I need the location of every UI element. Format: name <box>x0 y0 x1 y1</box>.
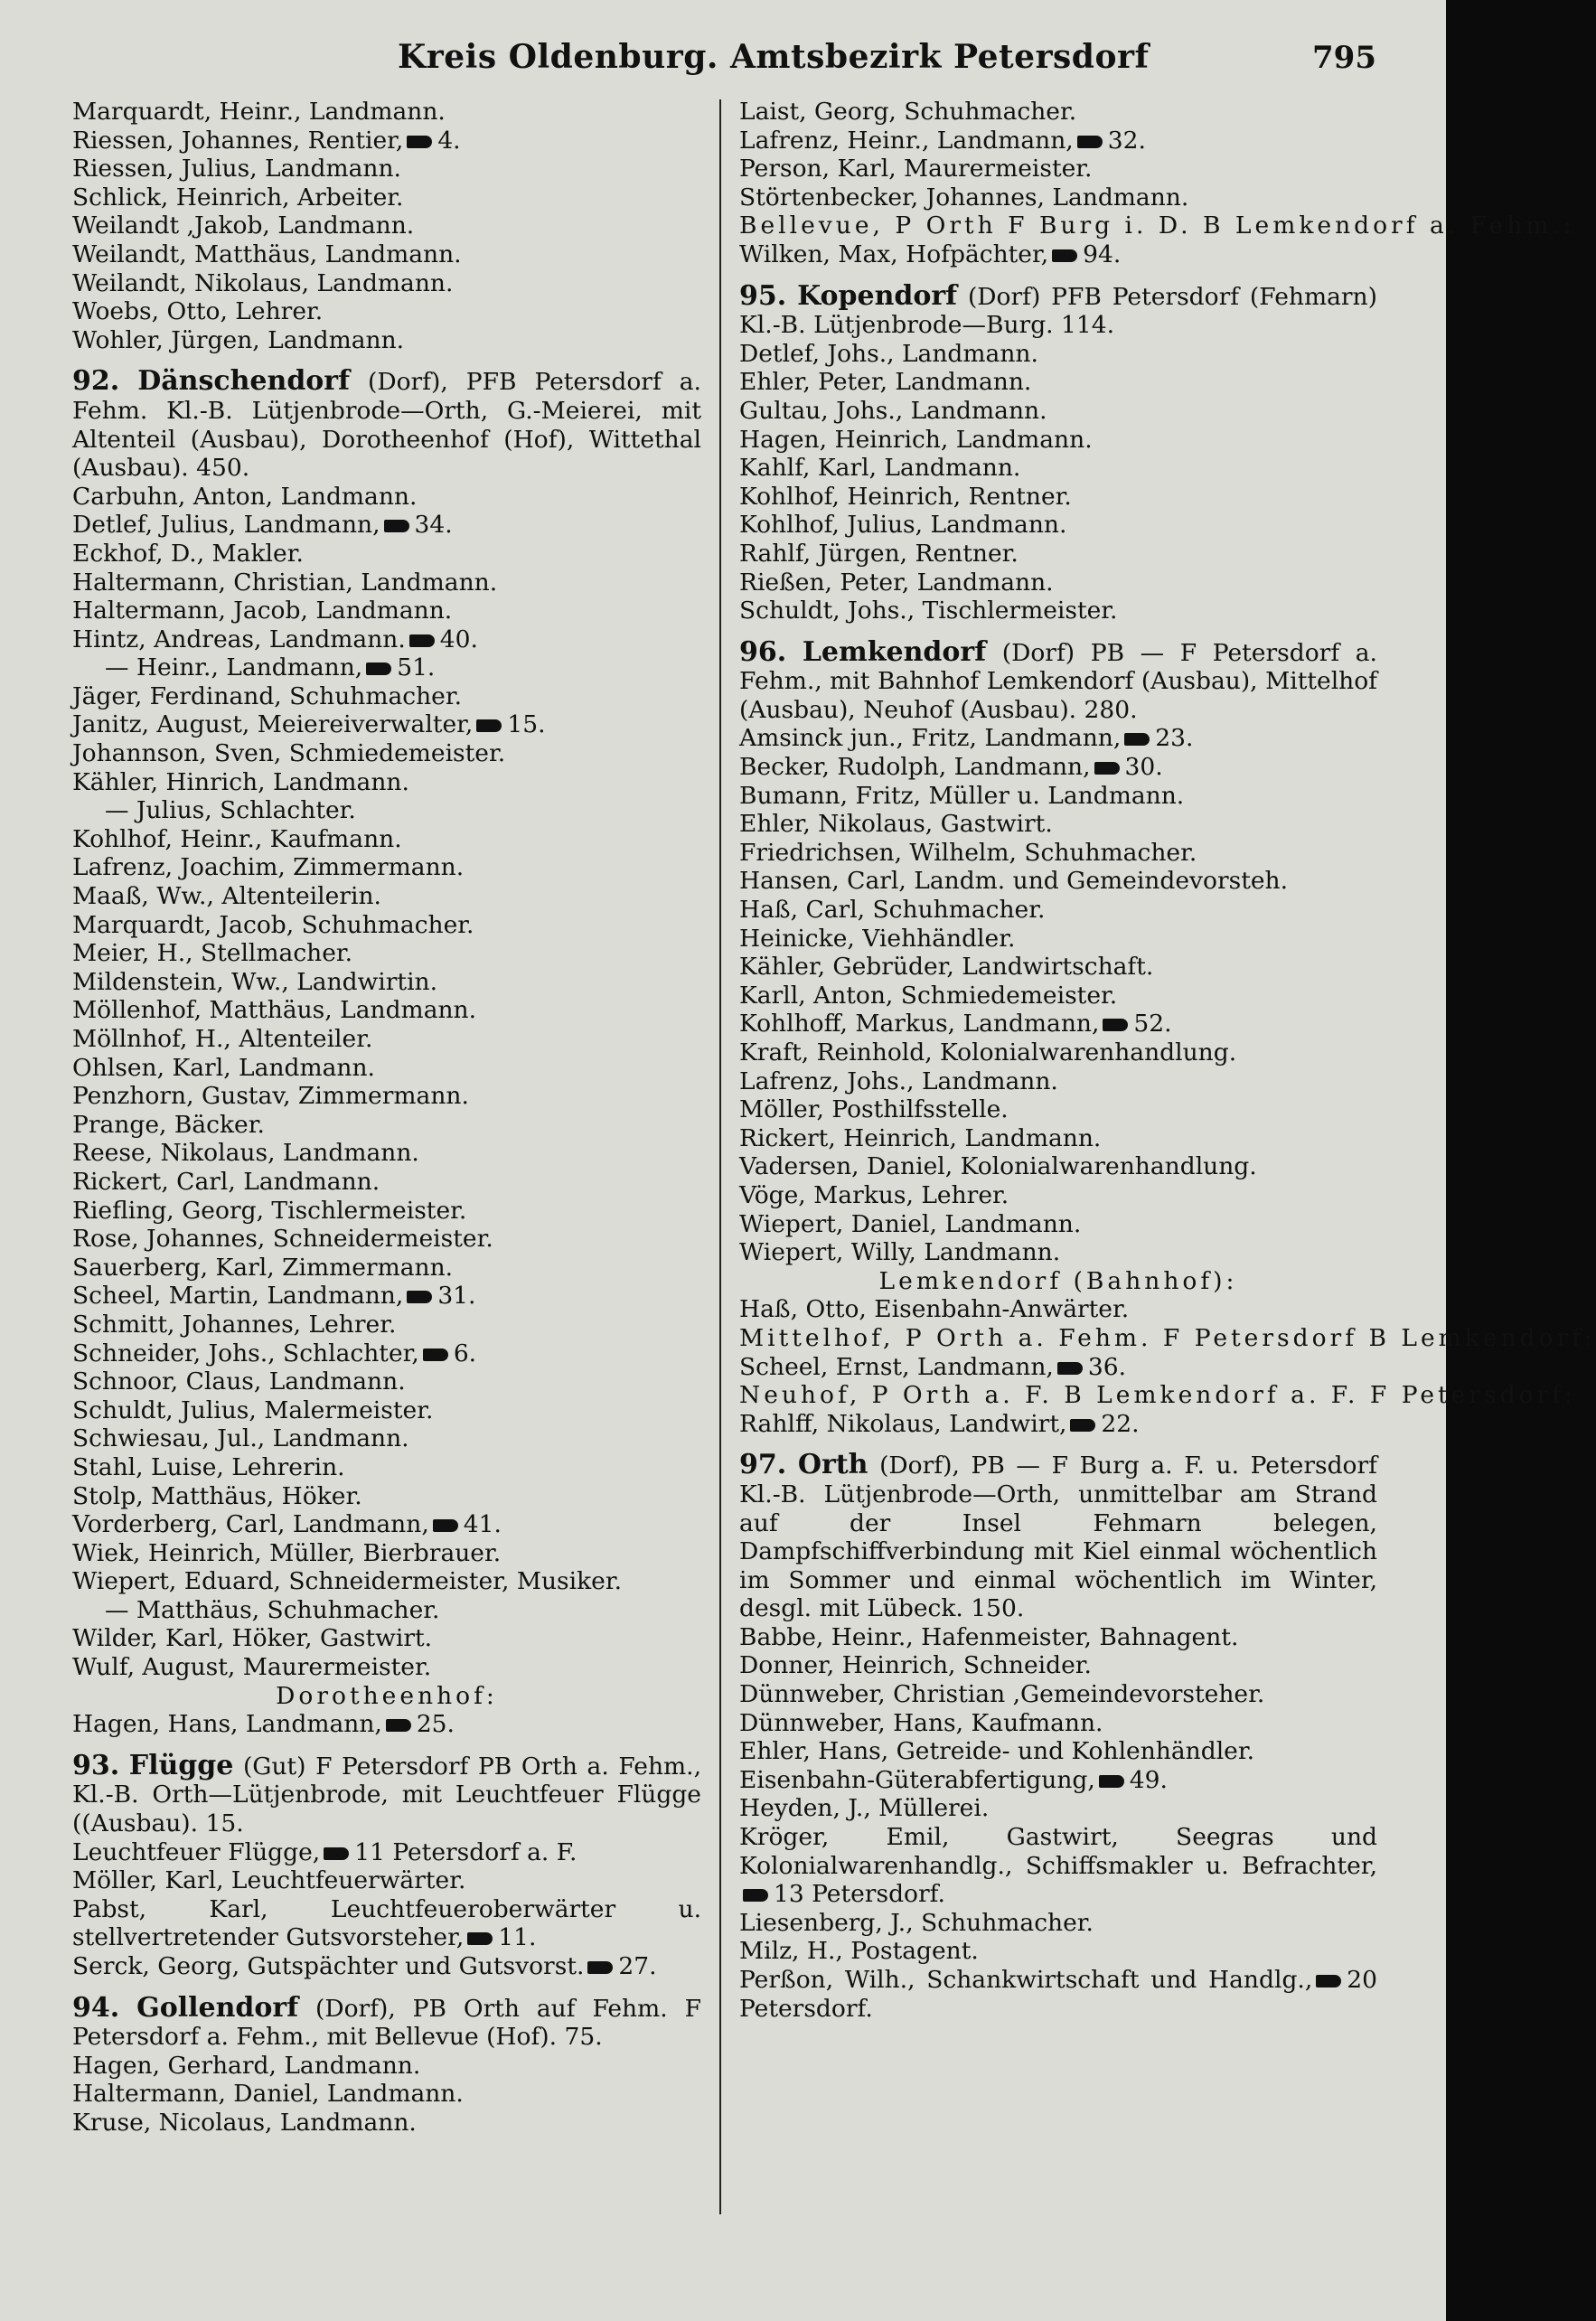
place-number: 92. <box>72 365 120 398</box>
entry-text: — Matthäus, Schuhmacher. <box>105 1595 440 1624</box>
telephone-icon <box>1316 1975 1341 1987</box>
entry-text: Rießen, Peter, Landmann. <box>739 568 1054 597</box>
entry-text: Leuchtfeuer Flügge, <box>72 1837 321 1866</box>
directory-entry <box>72 98 701 127</box>
directory-entry <box>72 1054 701 1083</box>
entry-text: Maaß, Ww., Altenteilerin. <box>72 882 381 911</box>
directory-entry <box>739 368 1377 397</box>
entry-text: Wiek, Heinrich, Müller, Bierbrauer. <box>72 1538 502 1567</box>
telephone-icon <box>384 520 409 532</box>
entry-text: Schnoor, Claus, Landmann. <box>72 1367 406 1396</box>
directory-entry <box>72 297 701 326</box>
entry-text: Hagen, Hans, Landmann, <box>72 1710 382 1739</box>
telephone-number: 15. <box>507 710 546 739</box>
entry-text: Wulf, August, Maurermeister. <box>72 1653 432 1682</box>
entry-text: Heinicke, Viehhändler. <box>739 924 1016 953</box>
directory-entry <box>72 1339 701 1368</box>
directory-entry <box>72 1510 701 1539</box>
entry-text: Lafrenz, Johs., Landmann. <box>739 1067 1058 1095</box>
directory-entry <box>739 1152 1377 1181</box>
place-name: Dänschendorf <box>137 365 351 398</box>
entry-text: Weilandt, Matthäus, Landmann. <box>72 240 462 268</box>
place-header <box>72 367 701 482</box>
entry-text: Möller, Posthilfsstelle. <box>739 1095 1009 1124</box>
entry-text: Riefling, Georg, Tischlermeister. <box>72 1196 467 1225</box>
directory-entry <box>739 1410 1377 1439</box>
directory-entry <box>72 939 701 968</box>
entry-text: Schmitt, Johannes, Lehrer. <box>72 1310 397 1339</box>
sub-location-heading <box>739 211 1575 240</box>
entry-text: Hansen, Carl, Landm. und Gemeindevorsteh. <box>739 867 1289 896</box>
entry-text: Heyden, J., Müllerei. <box>739 1794 990 1823</box>
place-number: 95. <box>739 279 787 312</box>
directory-entry <box>72 1866 701 1895</box>
directory-entry <box>739 867 1377 896</box>
directory-entry <box>72 211 701 240</box>
telephone-icon <box>407 1291 432 1303</box>
directory-entry <box>739 1095 1377 1124</box>
entry-text: Laist, Georg, Schuhmacher. <box>739 98 1077 126</box>
entry-text: Hagen, Gerhard, Landmann. <box>72 2051 421 2080</box>
directory-entry <box>739 1937 1377 1966</box>
entry-text: Hagen, Heinrich, Landmann. <box>739 425 1093 454</box>
entry-text: Scheel, Martin, Landmann, <box>72 1282 404 1311</box>
directory-entry <box>72 968 701 997</box>
entry-text: Schneider, Johs., Schlachter, <box>72 1339 419 1367</box>
entry-text: Marquardt, Heinr., Landmann. <box>72 98 446 126</box>
directory-entry <box>739 982 1377 1010</box>
entry-text: Sauerberg, Karl, Zimmermann. <box>72 1253 454 1282</box>
directory-entry <box>739 1966 1377 2023</box>
entry-text: Milz, H., Postagent. <box>739 1937 979 1966</box>
place-number: 93. <box>72 1749 120 1781</box>
telephone-number: 49. <box>1129 1765 1168 1794</box>
entry-text: Weilandt ,Jakob, Landmann. <box>72 211 415 240</box>
directory-entry <box>739 782 1377 811</box>
entry-text: Donner, Heinrich, Schneider. <box>739 1651 1092 1680</box>
entry-text: Kahlf, Karl, Landmann. <box>739 454 1021 483</box>
entry-text: Wiepert, Willy, Landmann. <box>739 1238 1061 1267</box>
directory-entry <box>72 682 701 711</box>
place-description: (Dorf), PB — F Burg a. F. u. Petersdorf Kl.-B. Lütjenbrode—Orth, unmittelbar am Strand auf der Insel Fehmarn belegen, Dampfschiffverbindung mit Kiel einmal wöchentlich im Sommer und einmal wöchentlich im Winter, desgl. mit Lübeck. 150. <box>739 1452 1377 1623</box>
entry-text: Wilder, Karl, Höker, Gastwirt. <box>72 1624 433 1653</box>
directory-entry <box>739 1181 1377 1210</box>
directory-entry <box>72 483 701 512</box>
entry-text: Haß, Carl, Schuhmacher. <box>739 896 1046 925</box>
telephone-icon <box>433 1519 458 1532</box>
entry-text: Wiepert, Eduard, Schneidermeister, Musiker. <box>72 1567 623 1596</box>
entry-text: Eckhof, D., Makler. <box>72 539 304 568</box>
place-number: 97. <box>739 1449 787 1481</box>
entry-text: Amsinck jun., Fritz, Landmann, <box>739 724 1122 753</box>
entry-text: Pabst, Karl, Leuchtfeueroberwärter u. stellvertretender Gutsvorsteher, <box>72 1894 701 1952</box>
place-name: Gollendorf <box>136 1991 299 2024</box>
directory-entry <box>72 1025 701 1054</box>
directory-entry <box>739 340 1377 369</box>
entry-text: Rahlff, Nikolaus, Landwirt, <box>739 1409 1067 1438</box>
entry-text: Person, Karl, Maurermeister. <box>739 155 1093 183</box>
telephone-number: 23. <box>1155 724 1194 753</box>
directory-entry <box>739 426 1377 455</box>
directory-entry <box>739 1210 1377 1239</box>
telephone-icon <box>587 1961 613 1974</box>
entry-text: Kohlhof, Heinr., Kaufmann. <box>72 824 402 853</box>
directory-entry <box>739 839 1377 868</box>
entry-text: Lemkendorf (Bahnhof): <box>878 1266 1238 1295</box>
directory-entry <box>739 240 1377 269</box>
directory-entry <box>72 1952 701 1981</box>
directory-entry <box>739 1794 1377 1823</box>
directory-entry <box>72 853 701 882</box>
directory-entry <box>72 1168 701 1197</box>
place-description: (Dorf), PFB Petersdorf a. Fehm. Kl.-B. Lütjenbrode—Orth, G.-Meierei, mit Altenteil (Ausbau), Dorotheenhof (Hof), Wittethal (Ausbau). 450. <box>72 368 701 483</box>
directory-entry <box>72 240 701 269</box>
directory-entry <box>72 2080 701 2109</box>
directory-entry <box>739 1623 1377 1652</box>
entry-text: Liesenberg, J., Schuhmacher. <box>739 1908 1094 1937</box>
directory-entry <box>739 953 1377 982</box>
directory-entry <box>72 1311 701 1339</box>
right-column <box>739 98 1596 2023</box>
place-name: Lemkendorf <box>802 635 987 668</box>
entry-text: Haß, Otto, Eisenbahn-Anwärter. <box>739 1295 1130 1324</box>
entry-text: Vadersen, Daniel, Kolonialwarenhandlung. <box>739 1152 1257 1181</box>
entry-text: Stolp, Matthäus, Höker. <box>72 1481 362 1510</box>
sub-location-heading <box>72 1682 701 1711</box>
directory-entry <box>72 1111 701 1140</box>
directory-entry <box>739 569 1377 597</box>
entry-text: Kähler, Hinrich, Landmann. <box>72 767 409 796</box>
telephone-number: 52. <box>1133 1010 1172 1038</box>
place-description: (Gut) F Petersdorf PB Orth a. Fehm., Kl.-B. Orth—Lütjenbrode, mit Leuchtfeuer Flügge ((Ausbau). 15. <box>72 1752 701 1838</box>
telephone-number: 13 Petersdorf. <box>774 1880 945 1909</box>
place-name: Kopendorf <box>797 279 958 312</box>
entry-text: Bumann, Fritz, Müller u. Landmann. <box>739 781 1185 810</box>
place-description: (Dorf), PB Orth auf Fehm. F Petersdorf a. Fehm., mit Bellevue (Hof). 75. <box>72 1994 701 2052</box>
entry-text: Mittelhof, P Orth a. Fehm. F Petersdorf B Lemkendorf: <box>739 1323 1596 1352</box>
entry-text: Wilken, Max, Hofpächter, <box>739 240 1049 268</box>
entry-text: Rickert, Heinrich, Landmann. <box>739 1123 1102 1152</box>
directory-entry <box>739 1295 1377 1324</box>
directory-entry <box>72 511 701 540</box>
entry-text: Riessen, Julius, Landmann. <box>72 155 401 183</box>
page-number: 795 <box>1312 40 1376 76</box>
entry-text: Johannson, Sven, Schmiedemeister. <box>72 739 506 768</box>
directory-entry <box>739 397 1377 426</box>
entry-text: Ehler, Hans, Getreide- und Kohlenhändler. <box>739 1737 1255 1766</box>
entry-text: Babbe, Heinr., Hafenmeister, Bahnagent. <box>739 1622 1239 1651</box>
entry-text: Möllnhof, H., Altenteiler. <box>72 1025 373 1053</box>
directory-entry <box>72 1710 701 1739</box>
directory-entry <box>72 653 701 682</box>
directory-entry <box>72 1567 701 1596</box>
place-header <box>739 635 1377 725</box>
place-name: Orth <box>797 1449 868 1481</box>
telephone-icon <box>1070 1419 1095 1432</box>
directory-entry <box>72 1254 701 1283</box>
telephone-icon <box>476 719 502 732</box>
sub-location-heading <box>739 1323 1596 1353</box>
entry-text: Lafrenz, Joachim, Zimmermann. <box>72 853 465 882</box>
entry-text: Störtenbecker, Johannes, Landmann. <box>739 183 1189 211</box>
telephone-icon <box>366 662 391 675</box>
directory-entry <box>72 569 701 597</box>
entry-text: — Julius, Schlachter. <box>105 796 356 825</box>
page-header <box>0 34 1446 89</box>
entry-text: Rahlf, Jürgen, Rentner. <box>739 539 1019 568</box>
directory-entry <box>72 1624 701 1653</box>
directory-entry <box>739 511 1377 540</box>
entry-text: Möllenhof, Matthäus, Landmann. <box>72 996 477 1025</box>
running-head: Kreis Oldenburg. Amtsbezirk Petersdorf <box>398 38 1150 76</box>
entry-text: Dünnweber, Christian ,Gemeindevorsteher. <box>739 1680 1265 1709</box>
telephone-number: 40. <box>439 625 478 653</box>
telephone-number: 27. <box>618 1952 657 1980</box>
directory-entry <box>739 896 1377 925</box>
telephone-number: 36. <box>1087 1352 1126 1381</box>
entry-text: Haltermann, Jacob, Landmann. <box>72 597 453 625</box>
entry-text: Schuldt, Julius, Malermeister. <box>72 1395 434 1424</box>
directory-entry <box>72 155 701 183</box>
entry-text: Scheel, Ernst, Landmann, <box>739 1352 1054 1381</box>
directory-entry <box>739 1737 1377 1766</box>
telephone-number: 20 Petersdorf. <box>739 1966 1377 2023</box>
directory-entry <box>72 183 701 212</box>
directory-entry <box>72 597 701 625</box>
directory-entry <box>739 1038 1377 1067</box>
telephone-icon <box>467 1932 493 1945</box>
directory-entry <box>739 1010 1377 1038</box>
directory-entry <box>739 98 1377 127</box>
entry-text: Schwiesau, Jul., Landmann. <box>72 1424 409 1453</box>
telephone-icon <box>1057 1362 1083 1375</box>
directory-entry <box>739 1709 1377 1738</box>
directory-entry <box>739 540 1377 569</box>
entry-text: Kraft, Reinhold, Kolonialwarenhandlung. <box>739 1038 1237 1067</box>
entry-text: Wohler, Jürgen, Landmann. <box>72 325 405 354</box>
entry-text: Möller, Karl, Leuchtfeuerwärter. <box>72 1866 466 1895</box>
entry-text: Lafrenz, Heinr., Landmann, <box>739 126 1074 155</box>
entry-text: Haltermann, Daniel, Landmann. <box>72 2080 464 2109</box>
entry-text: Schuldt, Johs., Tischlermeister. <box>739 597 1118 625</box>
directory-entry <box>739 483 1377 512</box>
entry-text: Meier, H., Stellmacher. <box>72 939 353 968</box>
entry-text: Schlick, Heinrich, Arbeiter. <box>72 183 404 211</box>
sub-location-heading <box>739 1267 1377 1296</box>
place-header <box>72 1991 701 2052</box>
directory-entry <box>739 1238 1377 1267</box>
directory-entry <box>739 1680 1377 1709</box>
entry-text: Penzhorn, Gustav, Zimmermann. <box>72 1082 469 1111</box>
telephone-number: 34. <box>414 511 453 540</box>
directory-entry <box>72 2052 701 2081</box>
entry-text: Kohlhoff, Markus, Landmann, <box>739 1010 1100 1038</box>
directory-entry <box>72 768 701 797</box>
entry-text: Dorotheenhof: <box>276 1681 498 1710</box>
directory-entry <box>72 1653 701 1682</box>
entry-text: Wiepert, Daniel, Landmann. <box>739 1209 1082 1238</box>
telephone-icon <box>1094 762 1120 775</box>
telephone-icon <box>423 1348 448 1361</box>
directory-entry <box>72 710 701 739</box>
directory-entry <box>739 1651 1377 1680</box>
directory-entry <box>739 1766 1377 1795</box>
telephone-number: 25. <box>416 1710 455 1739</box>
entry-text: Carbuhn, Anton, Landmann. <box>72 482 418 511</box>
directory-entry <box>739 155 1377 183</box>
place-name: Flügge <box>128 1749 234 1781</box>
directory-entry <box>72 1197 701 1226</box>
entry-text: Detlef, Johs., Landmann. <box>739 339 1038 368</box>
place-description: (Dorf) PB — F Petersdorf a. Fehm., mit Bahnhof Lemkendorf (Ausbau), Mittelhof (Ausbau), Neuhof (Ausbau). 280. <box>739 638 1377 724</box>
telephone-number: 31. <box>437 1282 476 1311</box>
directory-entry <box>739 753 1377 782</box>
entry-text: Ohlsen, Karl, Landmann. <box>72 1053 375 1082</box>
entry-text: Vöge, Markus, Lehrer. <box>739 1180 1009 1209</box>
directory-entry <box>72 882 701 911</box>
directory-entry <box>72 1282 701 1311</box>
telephone-number: 30. <box>1124 753 1163 782</box>
directory-entry <box>739 127 1377 155</box>
entry-text: Eisenbahn-Güterabfertigung, <box>739 1765 1095 1794</box>
telephone-icon <box>324 1847 349 1860</box>
directory-entry <box>72 911 701 940</box>
entry-text: Becker, Rudolph, Landmann, <box>739 753 1091 782</box>
telephone-icon <box>1099 1775 1124 1788</box>
directory-entry <box>739 454 1377 483</box>
entry-text: Janitz, August, Meiereiverwalter, <box>72 710 474 739</box>
directory-entry <box>739 1067 1377 1096</box>
directory-entry <box>739 1823 1377 1909</box>
directory-entry <box>72 269 701 298</box>
directory-entry <box>72 1082 701 1111</box>
entry-text: Detlef, Julius, Landmann, <box>72 511 380 540</box>
telephone-number: 41. <box>463 1510 502 1539</box>
telephone-icon <box>1124 733 1150 746</box>
directory-entry <box>739 1124 1377 1153</box>
directory-entry <box>72 1225 701 1254</box>
telephone-number: 94. <box>1083 240 1122 268</box>
directory-entry <box>739 1353 1377 1382</box>
directory-entry <box>72 1895 701 1952</box>
entry-text: — Heinr., Landmann, <box>105 653 363 682</box>
entry-text: Kähler, Gebrüder, Landwirtschaft. <box>739 953 1154 982</box>
telephone-icon <box>407 136 432 148</box>
directory-entry <box>739 597 1377 625</box>
directory-entry <box>72 326 701 355</box>
telephone-number: 51. <box>397 653 436 682</box>
entry-text: Friedrichsen, Wilhelm, Schuhmacher. <box>739 838 1197 867</box>
directory-entry <box>72 996 701 1025</box>
place-description: (Dorf) PFB Petersdorf (Fehmarn) Kl.-B. Lütjenbrode—Burg. 114. <box>739 282 1377 340</box>
entry-text: Vorderberg, Carl, Landmann, <box>72 1510 429 1539</box>
directory-entry <box>72 1367 701 1396</box>
entry-text: Kruse, Nicolaus, Landmann. <box>72 2108 417 2137</box>
entry-text: Weilandt, Nikolaus, Landmann. <box>72 268 454 297</box>
entry-text: Riessen, Johannes, Rentier, <box>72 126 404 155</box>
place-number: 94. <box>72 1991 120 2024</box>
entry-text: Hintz, Andreas, Landmann. <box>72 625 406 653</box>
directory-entry <box>739 183 1377 212</box>
telephone-icon <box>1052 249 1077 262</box>
place-header <box>739 1451 1377 1623</box>
telephone-number: 4. <box>437 126 461 155</box>
place-header <box>739 279 1377 340</box>
entry-text: Ehler, Peter, Landmann. <box>739 368 1032 397</box>
telephone-icon <box>409 634 435 647</box>
entry-text: Mildenstein, Ww., Landwirtin. <box>72 967 438 996</box>
entry-text: Neuhof, P Orth a. F. B Lemkendorf a. F. F Petersdorf: <box>739 1381 1576 1410</box>
directory-entry <box>72 1482 701 1511</box>
telephone-number: 11 Petersdorf a. F. <box>354 1837 577 1866</box>
directory-entry <box>72 1396 701 1425</box>
directory-entry <box>72 1539 701 1568</box>
entry-text: Kröger, Emil, Gastwirt, Seegras und Kolonialwarenhandlg., Schiffsmakler u. Befrachter, <box>739 1823 1377 1880</box>
telephone-icon <box>1077 136 1103 148</box>
directory-entry <box>72 796 701 825</box>
entry-text: Kohlhof, Heinrich, Rentner. <box>739 482 1072 511</box>
directory-entry <box>739 724 1377 753</box>
entry-text: Perßon, Wilh., Schankwirtschaft und Handlg., <box>739 1966 1313 1994</box>
entry-text: Stahl, Luise, Lehrerin. <box>72 1452 345 1481</box>
telephone-number: 6. <box>453 1339 477 1367</box>
telephone-icon <box>743 1889 768 1902</box>
sub-location-heading <box>739 1381 1576 1410</box>
entry-text: Kohlhof, Julius, Landmann. <box>739 511 1067 540</box>
telephone-icon <box>1103 1019 1128 1031</box>
directory-entry <box>72 625 701 654</box>
place-number: 96. <box>739 635 787 668</box>
left-column <box>72 98 701 2138</box>
entry-text: Haltermann, Christian, Landmann. <box>72 568 498 597</box>
directory-entry <box>739 1909 1377 1938</box>
telephone-number: 11. <box>498 1923 537 1952</box>
directory-entry <box>72 540 701 569</box>
telephone-number: 32. <box>1107 126 1146 155</box>
directory-entry <box>72 1596 701 1625</box>
entry-text: Marquardt, Jacob, Schuhmacher. <box>72 910 474 939</box>
column-divider <box>719 99 721 2214</box>
entry-text: Woebs, Otto, Lehrer. <box>72 297 324 326</box>
place-header <box>72 1749 701 1838</box>
entry-text: Rickert, Carl, Landmann. <box>72 1167 380 1196</box>
telephone-number: 22. <box>1101 1409 1140 1438</box>
directory-entry <box>72 1424 701 1453</box>
directory-entry <box>739 810 1377 839</box>
entry-text: Serck, Georg, Gutspächter und Gutsvorst. <box>72 1952 585 1980</box>
entry-text: Prange, Bäcker. <box>72 1110 265 1139</box>
entry-text: Reese, Nikolaus, Landmann. <box>72 1139 419 1168</box>
directory-entry <box>72 825 701 854</box>
entry-text: Gultau, Johs., Landmann. <box>739 396 1047 425</box>
entry-text: Karll, Anton, Schmiedemeister. <box>739 981 1118 1010</box>
directory-entry <box>739 925 1377 954</box>
directory-entry <box>72 1139 701 1168</box>
directory-entry <box>72 739 701 768</box>
directory-entry <box>72 2109 701 2138</box>
entry-text: Ehler, Nikolaus, Gastwirt. <box>739 810 1053 839</box>
telephone-icon <box>386 1719 411 1732</box>
entry-text: Jäger, Ferdinand, Schuhmacher. <box>72 681 463 710</box>
directory-entry <box>72 1838 701 1867</box>
entry-text: Bellevue, P Orth F Burg i. D. B Lemkendorf a. Fehm.: <box>739 211 1575 240</box>
entry-text: Dünnweber, Hans, Kaufmann. <box>739 1708 1103 1737</box>
directory-entry <box>72 127 701 155</box>
directory-entry <box>72 1453 701 1482</box>
entry-text: Rose, Johannes, Schneidermeister. <box>72 1225 493 1254</box>
